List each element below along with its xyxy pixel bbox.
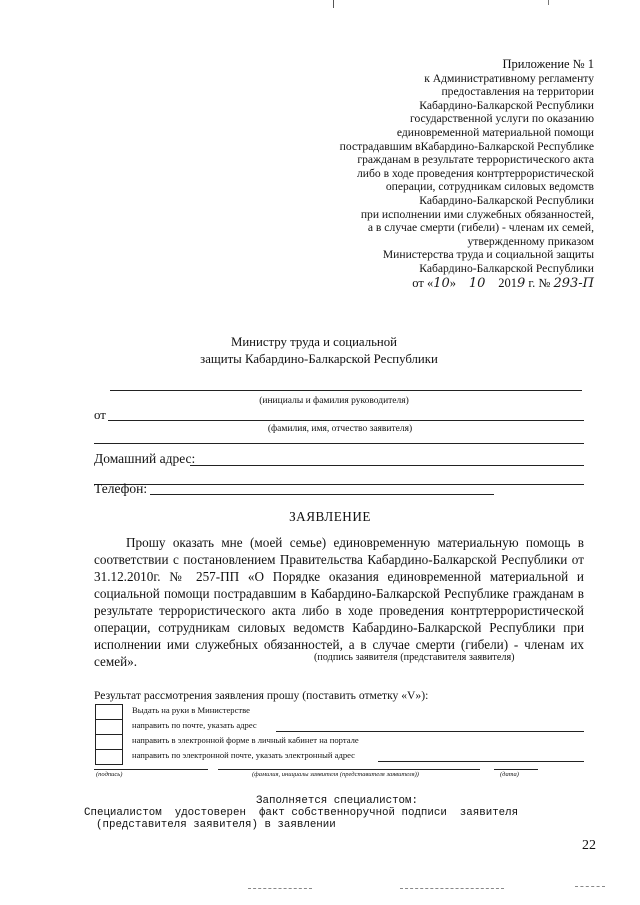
statement-title: ЗАЯВЛЕНИЕ	[289, 509, 371, 524]
option-checkbox-4[interactable]	[95, 749, 123, 765]
option-label: направить по почте, указать адрес	[132, 720, 257, 730]
annex-line: единовременной материальной помощи	[396, 125, 594, 139]
annex-line: Министерства труда и социальной защиты	[382, 248, 594, 262]
signature-line[interactable]	[94, 769, 208, 770]
caption-name: (фамилия, инициалы заявителя (представителя заявителя))	[252, 771, 419, 778]
annex-line: Кабардино-Балкарской Республики	[419, 193, 594, 207]
page-number: 22	[582, 838, 596, 853]
option-checkbox-1[interactable]	[95, 704, 123, 720]
phone-input-line[interactable]	[150, 494, 494, 495]
name-line[interactable]	[218, 769, 480, 770]
annex-line: гражданам в результате террористического акта	[357, 153, 594, 167]
specialist-line: Специалистом удостоверен факт собственноручной подписи заявителя	[84, 807, 519, 819]
annex-line: операции, сотрудникам силовых ведомств	[385, 180, 594, 194]
addressee-line: Министру труда и социальной	[230, 335, 398, 349]
address-input-line-2[interactable]	[94, 484, 584, 485]
from-label: от	[94, 408, 106, 422]
addressee	[0, 334, 640, 368]
annex-line: Кабардино-Балкарской Республики	[419, 98, 594, 112]
option-label: Выдать на руки в Министерстве	[132, 705, 250, 715]
annex-line: пострадавшим вКабардино-Балкарской Республике	[339, 139, 594, 153]
phone-label: Телефон:	[94, 481, 148, 496]
applicant-caption: (фамилия, имя, отчество заявителя)	[267, 424, 413, 434]
head-name-line[interactable]	[110, 390, 582, 391]
specialist-heading: Заполняется специалистом:	[256, 795, 418, 807]
scan-dash	[575, 886, 605, 887]
annex-line: утвержденному приказом	[467, 234, 594, 248]
addressee-line: защиты Кабардино-Балкарской Республики	[200, 352, 438, 366]
annex-line: к Административному регламенту	[424, 71, 594, 85]
caption-date: (дата)	[500, 771, 519, 778]
annex-line: либо в ходе проведения контртеррористической	[357, 166, 594, 180]
applicant-name-line[interactable]	[108, 420, 584, 421]
applicant-name-line-2[interactable]	[94, 443, 584, 444]
email-address-line[interactable]	[378, 761, 584, 762]
caption-signature: (подпись)	[96, 771, 123, 778]
scan-dash	[248, 888, 312, 889]
date-line[interactable]	[494, 769, 538, 770]
annex-line: Кабардино-Балкарской Республики	[419, 261, 594, 275]
scan-dash	[400, 888, 504, 889]
address-input-line[interactable]	[190, 465, 584, 466]
option-checkbox-2[interactable]	[95, 719, 123, 735]
annex-line: государственной услуги по оказанию	[409, 112, 594, 126]
annex-block	[264, 58, 594, 290]
order-date-line: от «10» 10 2019 г. № 293-П	[412, 275, 594, 291]
order-year-digit: 9	[517, 275, 526, 291]
annex-line: предоставления на территории	[441, 85, 594, 99]
annex-line: при исполнении ими служебных обязанностей,	[360, 207, 594, 221]
option-label: направить в электронной форме в личный кабинет на портале	[132, 735, 359, 745]
scan-mark-top-right	[548, 0, 549, 5]
head-caption: (инициалы и фамилия руководителя)	[259, 396, 409, 406]
scan-mark-top	[333, 0, 334, 8]
specialist-line: (представителя заявителя) в заявлении	[96, 819, 336, 831]
order-month: 10	[468, 275, 486, 291]
address-label: Домашний адрес:	[94, 451, 196, 466]
statement-body: Прошу оказать мне (моей семье) единовременную материальную помощь в соответствии с постановлением Правительства Кабардино-Балкарской Республики от 31.12.2010г. № 257-ПП «О Порядке оказания единовременной материальной и социальной помощи пострадавшим в Кабардино-Балкарской Республике гражданам в результате террористического акта либо в ходе проведения контртеррористической операции, сотрудникам силовых ведомств Кабардино-Балкарской Республики при исполнении ими служебных обязанностей, а в случае смерти (гибели) - членам их семей».	[94, 535, 584, 669]
order-day: 10	[433, 275, 450, 291]
postal-address-line[interactable]	[276, 731, 584, 732]
order-number: 293-П	[553, 275, 594, 291]
option-checkbox-3[interactable]	[95, 734, 123, 750]
option-label: направить по электронной почте, указать электронный адрес	[132, 750, 355, 760]
signature-caption: (подпись заявителя (представителя заявителя)	[314, 652, 515, 663]
result-heading: Результат рассмотрения заявления прошу (поставить отметку «V»):	[94, 689, 429, 702]
annex-line: а в случае смерти (гибели) - членам их семей,	[367, 221, 594, 235]
annex-line: Приложение № 1	[502, 57, 594, 71]
